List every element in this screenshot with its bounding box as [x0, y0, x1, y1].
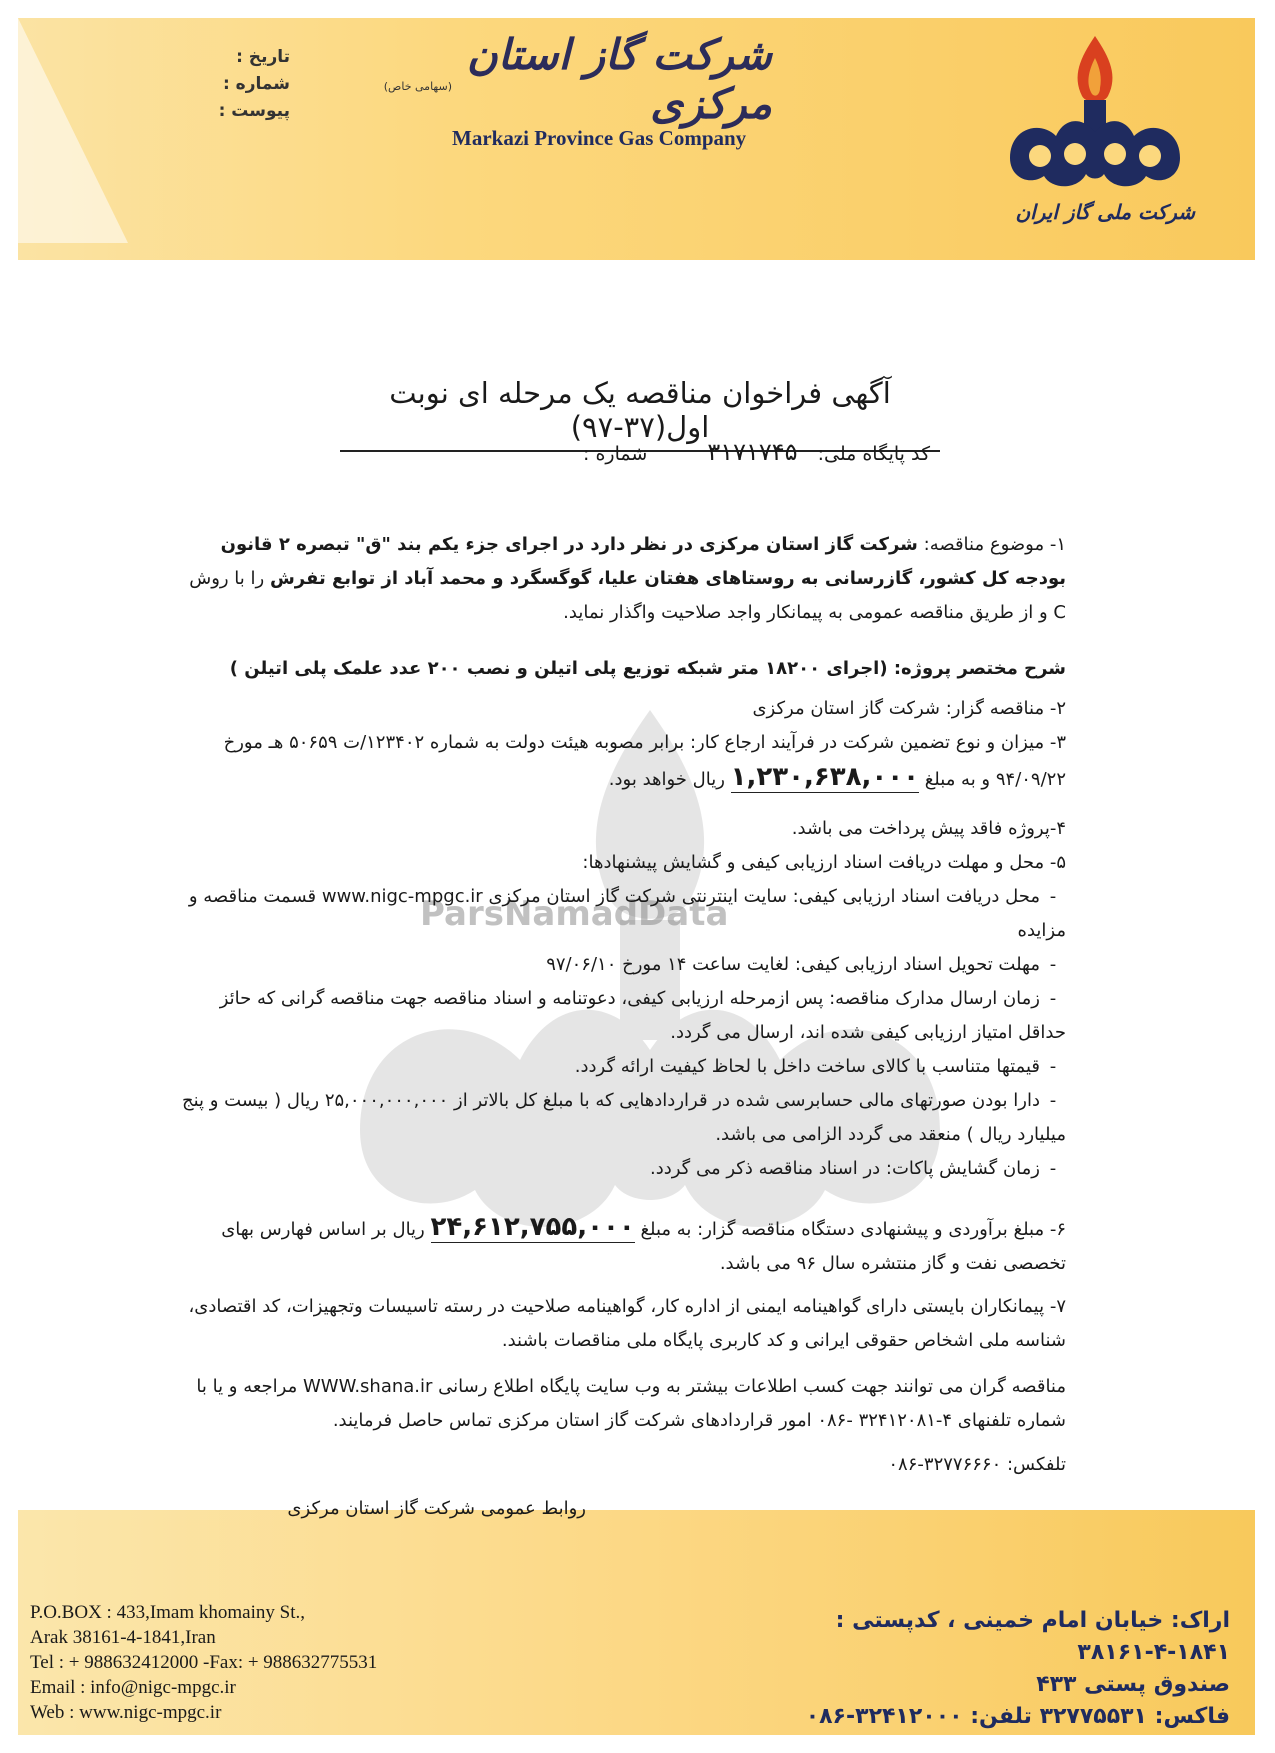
paragraph-3	[176, 726, 1066, 797]
paragraph-5: ۵- محل و مهلت دریافت اسناد ارزیابی کیفی و گشایش پیشنهادها:	[582, 852, 1066, 873]
paragraph-1-bold: شرکت گاز استان مرکزی در نظر دارد در اجرای جزء یکم بند "ق" تبصره ۲ قانون بودجه کل کشور، گازرسانی به روستاهای هفتان علیا، گوگسگرد و محمد آباد از توابع تفرش	[220, 534, 1066, 589]
guarantee-amount: ۱,۲۳۰,۶۳۸,۰۰۰	[730, 762, 919, 792]
telefax-line: تلفکس: ۳۲۷۷۶۶۶۰-۰۸۶	[888, 1454, 1066, 1475]
number-label: شماره :	[222, 74, 290, 94]
estimated-amount: ۲۴,۶۱۲,۷۵۵,۰۰۰	[430, 1212, 635, 1242]
code-value: ۳۱۷۱۷۴۵	[707, 438, 798, 466]
company-tag: (سهامی خاص)	[383, 80, 452, 93]
paragraph-6-text: ۶- مبلغ برآوردی و پیشنهادی دستگاه مناقصه گزار: به مبلغ	[640, 1219, 1066, 1240]
signature: روابط عمومی شرکت گاز استان مرکزی	[287, 1498, 586, 1519]
paragraph-2: ۲- مناقصه گزار: شرکت گاز استان مرکزی	[752, 698, 1066, 719]
paragraph-6	[176, 1210, 1066, 1281]
paragraph-1	[176, 528, 1066, 630]
list-item: -مهلت تحویل اسناد ارزیابی کیفی: لغایت ساعت ۱۴ مورخ ۹۷/۰۶/۱۰	[546, 954, 1057, 975]
footer-email-line: Email : info@nigc-mpgc.ir	[30, 1677, 236, 1698]
project-summary	[176, 652, 1066, 686]
paragraph-3-tail: ریال خواهد بود.	[608, 769, 725, 790]
footer-city-line: Arak 38161-4-1841,Iran	[30, 1627, 216, 1648]
bullet-list	[176, 880, 1066, 1186]
company-name-fa: شرکت گاز استان مرکزی	[466, 30, 772, 128]
date-label: تاریخ :	[236, 47, 290, 67]
footer-address-line: P.O.BOX : 433,Imam khomainy St.,	[30, 1602, 305, 1623]
list-item: -دارا بودن صورتهای مالی حسابرسی شده در قراردادهایی که با مبلغ کل بالاتر از ۲۵,۰۰۰,۰۰۰,۰۰۰ ریال ( بیست و پنج میلیارد ریال ) منعقد می گردد الزامی می باشد.	[181, 1090, 1066, 1145]
footer-fa-address: اراک: خیابان امام خمینی ، کدپستی : ۱۸۴۱-۴-۳۸۱۶۱	[835, 1608, 1230, 1665]
watermark-text: ParsNamadData	[420, 894, 729, 934]
document-meta-labels	[200, 44, 290, 125]
list-item: -زمان گشایش پاکات: در اسناد مناقصه ذکر می گردد.	[650, 1158, 1057, 1179]
notice-number-label: شماره :	[583, 443, 648, 465]
paragraph-1-prefix: ۱- موضوع مناقصه:	[923, 534, 1066, 555]
footer-contact-en	[30, 1600, 530, 1725]
notice-title: آگهی فراخوان مناقصه یک مرحله ای نوبت اول(۳۷-۹۷)	[340, 376, 940, 452]
code-label: کد پایگاه ملی:	[817, 443, 930, 465]
footer-contact-fa	[700, 1605, 1230, 1733]
footer-fa-phone: فاکس: ۳۲۷۷۵۵۳۱ تلفن: ۳۲۴۱۲۰۰۰-۰۸۶	[805, 1704, 1230, 1729]
footer-web-line: Web : www.nigc-mpgc.ir	[30, 1702, 222, 1723]
nigc-logo-icon	[1000, 28, 1190, 200]
list-item: -قیمتها متناسب با کالای ساخت داخل با لحاظ کیفیت ارائه گردد.	[574, 1056, 1057, 1077]
paragraph-7: ۷- پیمانکاران بایستی دارای گواهینامه ایمنی از اداره کار، گواهینامه صلاحیت در رسته تاسیسات وتجهیزات، کد اقتصادی، شناسه ملی اشخاص حقوقی ایرانی و کد کاربری پایگاه ملی مناقصات باشند.	[188, 1296, 1066, 1351]
notice-code-line	[560, 438, 930, 466]
list-item: -زمان ارسال مدارک مناقصه: پس ازمرحله ارزیابی کیفی، دعوتنامه و اسناد مناقصه جهت مناقصه گرانی که حائز حداقل امتیاز ارزیابی کیفی شده اند، ارسال می گردد.	[219, 988, 1066, 1043]
paragraph-1-rest: را با روش C و از طریق مناقصه عمومی به پیمانکار واجد صلاحیت واگذار نماید.	[189, 568, 1066, 623]
project-summary-label: شرح مختصر پروژه:	[893, 658, 1066, 679]
paragraph-6-tail: ریال بر اساس فهارس بهای تخصصی نفت و گاز منتشره سال ۹۶ می باشد.	[221, 1219, 1066, 1274]
paragraph-4: ۴-پروژه فاقد پیش پرداخت می باشد.	[791, 818, 1066, 839]
footer-fa-pobox: صندوق پستی ۴۳۳	[1036, 1672, 1230, 1697]
paragraph-8: مناقصه گران می توانند جهت کسب اطلاعات بیشتر به وب سایت پایگاه اطلاع رسانی WWW.shana.ir مراجعه و یا با شماره تلفنهای ۴-۳۲۴۱۲۰۸۱ -۰۸۶ امور قراردادهای شرکت گاز استان مرکزی تماس حاصل فرمایند.	[196, 1376, 1066, 1431]
project-summary-text: (اجرای ۱۸۲۰۰ متر شبکه توزیع پلی اتیلن و نصب ۲۰۰ عدد علمک پلی اتیلن )	[229, 658, 888, 679]
parent-company-caption: شرکت ملی گاز ایران	[1015, 200, 1195, 224]
attachment-label: پیوست :	[218, 101, 290, 121]
paragraph-3-text: ۳- میزان و نوع تضمین شرکت در فرآیند ارجاع کار: برابر مصوبه هیئت دولت به شماره ۱۲۳۴۰۲/ت ۵۰۶۵۹ هـ مورخ ۹۴/۰۹/۲۲ و به مبلغ	[223, 732, 1066, 790]
footer-phone-line: Tel : + 988632412000 -Fax: + 988632775531	[30, 1652, 378, 1673]
list-item: -محل دریافت اسناد ارزیابی کیفی: سایت اینترنتی شرکت گاز استان مرکزی www.nigc-mpgc.ir قسمت مناقصه و مزایده	[188, 886, 1066, 941]
company-name-en: Markazi Province Gas Company	[452, 126, 747, 150]
